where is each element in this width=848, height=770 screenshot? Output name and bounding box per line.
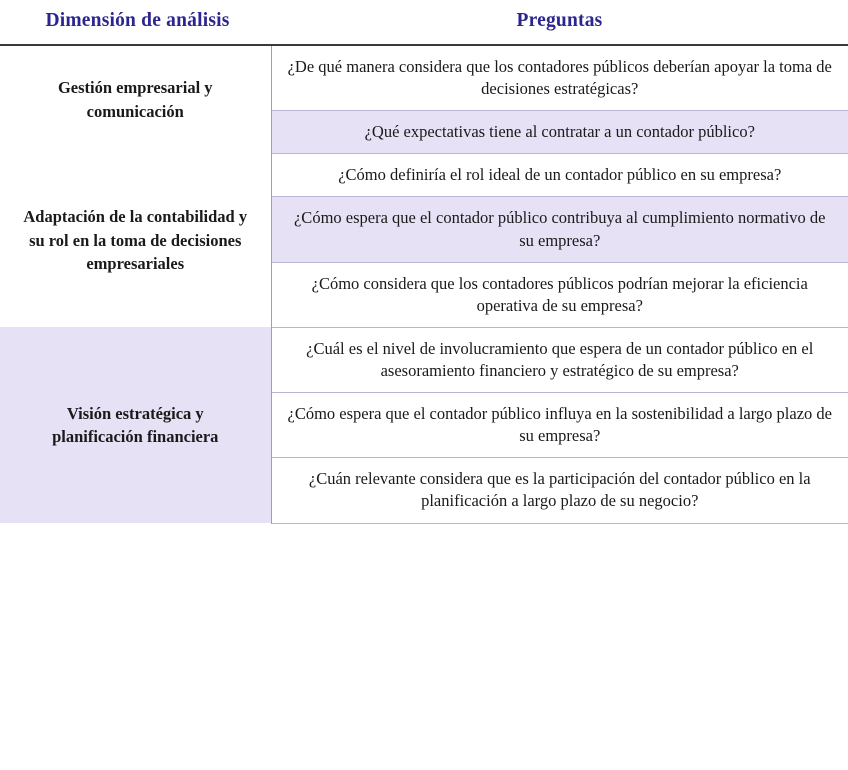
table-row	[0, 45, 848, 111]
table-row	[0, 154, 848, 197]
question-cell: ¿Cuán relevante considera que es la participación del contador público en la planificación a largo plazo de su negocio?	[271, 458, 848, 523]
column-header-dimension: Dimensión de análisis	[0, 0, 271, 45]
column-header-questions: Preguntas	[271, 0, 848, 45]
question-cell: ¿Qué expectativas tiene al contratar a un contador público?	[271, 111, 848, 154]
table-row	[0, 327, 848, 392]
table-body	[0, 45, 848, 523]
question-cell: ¿Cómo considera que los contadores públicos podrían mejorar la eficiencia operativa de su empresa?	[271, 262, 848, 327]
question-cell: ¿De qué manera considera que los contadores públicos deberían apoyar la toma de decisiones estratégicas?	[271, 45, 848, 111]
question-cell: ¿Cómo espera que el contador público contribuya al cumplimiento normativo de su empresa?	[271, 197, 848, 262]
question-cell: ¿Cómo definiría el rol ideal de un contador público en su empresa?	[271, 154, 848, 197]
table-header	[0, 0, 848, 45]
dimension-cell: Visión estratégica y planificación financiera	[0, 327, 271, 523]
table-header-row	[0, 0, 848, 45]
dimension-cell: Adaptación de la contabilidad y su rol en la toma de decisiones empresariales	[0, 154, 271, 328]
dimension-cell: Gestión empresarial y comunicación	[0, 45, 271, 154]
question-cell: ¿Cómo espera que el contador público influya en la sostenibilidad a largo plazo de su empresa?	[271, 393, 848, 458]
question-cell: ¿Cuál es el nivel de involucramiento que espera de un contador público en el asesoramiento financiero y estratégico de su empresa?	[271, 327, 848, 392]
